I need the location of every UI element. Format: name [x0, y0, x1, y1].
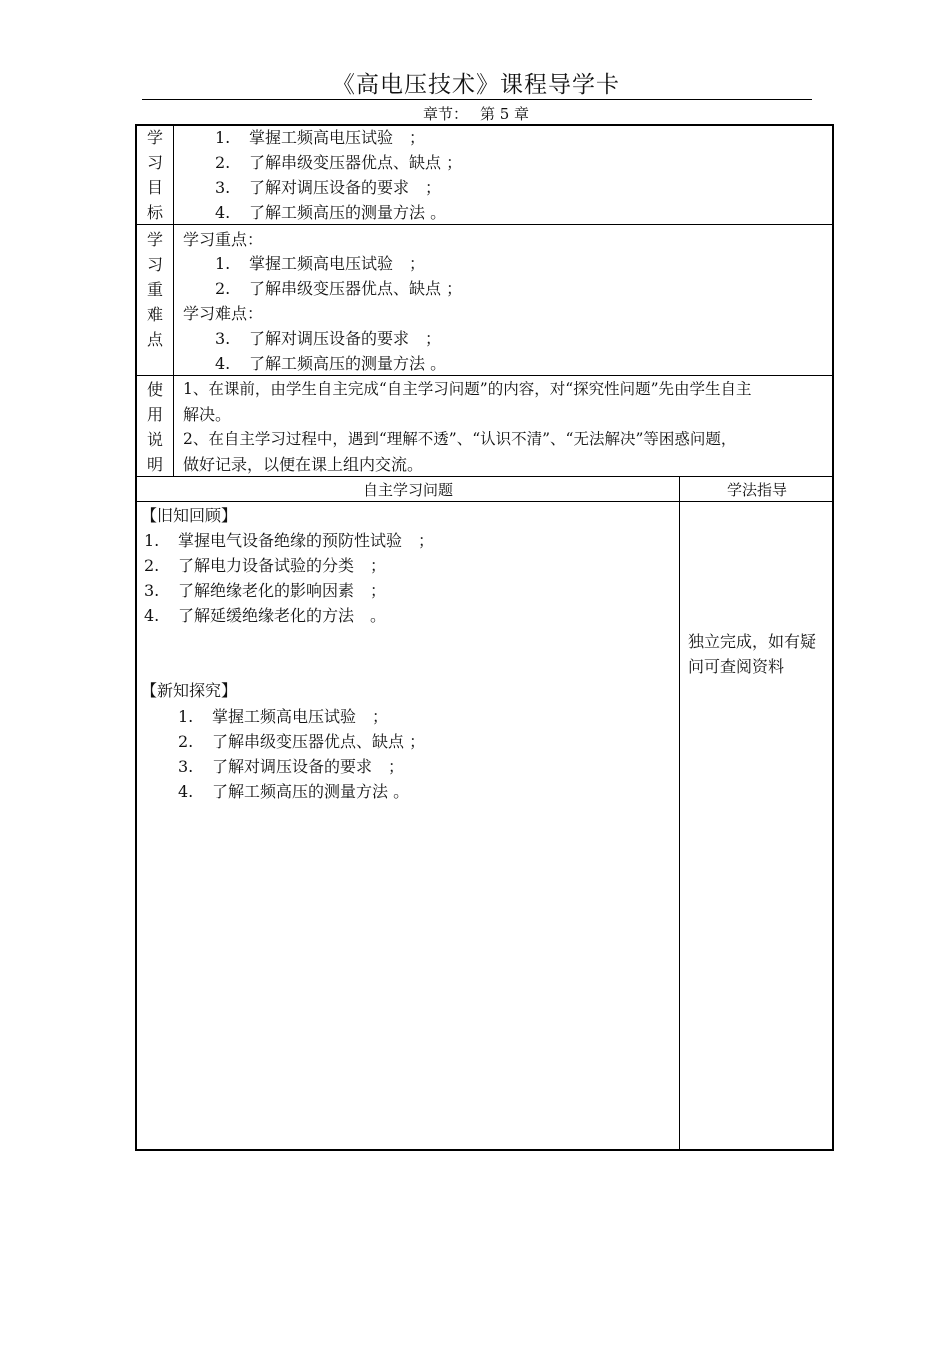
usage-label-char: 说 — [146, 430, 163, 449]
review-num: 1. — [144, 531, 160, 550]
goals-label — [137, 125, 173, 225]
explore-title: 【新知探究】 — [141, 681, 238, 700]
goal-text: 了解串级变压器优点、缺点 ； — [249, 153, 463, 172]
explore-item — [178, 704, 388, 729]
hard-point-text: 了解对调压设备的要求 ； — [249, 329, 442, 348]
goals-label-char: 习 — [146, 153, 163, 172]
hard-point-text: 了解工频高压的测量方法 。 — [249, 354, 447, 373]
goal-text: 了解对调压设备的要求 ； — [249, 178, 442, 197]
review-num: 4. — [144, 606, 160, 625]
column-header-guide: 学法指导 — [726, 481, 787, 499]
column-header-questions: 自主学习问题 — [362, 481, 453, 499]
goal-item — [215, 125, 425, 150]
goal-text: 掌握工频高电压试验 ； — [249, 128, 426, 147]
explore-item — [178, 729, 425, 754]
review-item — [144, 578, 386, 603]
hard-point-item — [215, 326, 441, 351]
hard-point-item — [215, 351, 446, 376]
usage-line: 解决。 — [183, 405, 232, 424]
focus-label-char: 学 — [146, 230, 163, 249]
goals-label-char: 学 — [146, 128, 163, 147]
usage-label-char: 用 — [146, 405, 163, 424]
goals-label-char: 标 — [146, 203, 163, 222]
focus-label-char: 难 — [146, 305, 163, 324]
focus-label — [137, 227, 173, 352]
goal-num: 4. — [215, 203, 231, 222]
explore-text: 掌握工频高电压试验 ； — [212, 707, 389, 726]
usage-line: 做好记录，以便在课上组内交流。 — [183, 455, 424, 474]
usage-label-char: 明 — [146, 455, 163, 474]
review-num: 3. — [144, 581, 160, 600]
chapter-value: 第 5 章 — [479, 105, 530, 123]
review-title: 【旧知回顾】 — [141, 506, 238, 525]
key-point-text: 了解串级变压器优点、缺点 ； — [249, 279, 463, 298]
usage-label-char: 使 — [146, 380, 163, 399]
goal-item — [215, 150, 462, 175]
explore-text: 了解工频高压的测量方法 。 — [212, 782, 410, 801]
focus-label-char: 习 — [146, 255, 163, 274]
title-underline — [142, 99, 812, 100]
key-point-num: 1. — [215, 254, 231, 273]
review-num: 2. — [144, 556, 160, 575]
hard-point-num: 3. — [215, 329, 231, 348]
explore-num: 2. — [178, 732, 194, 751]
key-points-title: 学习重点： — [183, 230, 264, 249]
goal-num: 1. — [215, 128, 231, 147]
goal-item — [215, 200, 446, 225]
review-text: 掌握电气设备绝缘的预防性试验 ； — [178, 531, 435, 550]
explore-item — [178, 754, 404, 779]
review-text: 了解绝缘老化的影响因素 ； — [178, 581, 387, 600]
key-point-item — [215, 251, 425, 276]
explore-text: 了解串级变压器优点、缺点 ； — [212, 732, 426, 751]
review-item — [144, 528, 434, 553]
usage-line: 2、在自主学习过程中，遇到“理解不透”、“认识不清”、“无法解决”等困惑问题， — [183, 430, 737, 448]
review-text: 了解延缓绝缘老化的方法 。 — [178, 606, 387, 625]
hard-point-num: 4. — [215, 354, 231, 373]
explore-num: 4. — [178, 782, 194, 801]
focus-label-char: 点 — [146, 330, 163, 349]
key-point-text: 掌握工频高电压试验 ； — [249, 254, 426, 273]
chapter-line — [0, 103, 952, 124]
focus-label-char: 重 — [146, 280, 163, 299]
review-item — [144, 553, 386, 578]
goal-num: 3. — [215, 178, 231, 197]
goal-text: 了解工频高压的测量方法 。 — [249, 203, 447, 222]
goal-num: 2. — [215, 153, 231, 172]
goal-item — [215, 175, 441, 200]
explore-num: 1. — [178, 707, 194, 726]
chapter-label: 章节： — [422, 105, 468, 123]
page-title: 《高电压技术》课程导学卡 — [332, 72, 620, 98]
hard-points-title: 学习难点： — [183, 304, 264, 323]
usage-line: 1、在课前，由学生自主完成“自主学习问题”的内容，对“探究性问题”先由学生自主 — [183, 380, 752, 398]
usage-label — [137, 377, 173, 477]
explore-text: 了解对调压设备的要求 ； — [212, 757, 405, 776]
explore-num: 3. — [178, 757, 194, 776]
review-text: 了解电力设备试验的分类 ； — [178, 556, 387, 575]
guide-note-line: 独立完成，如有疑 — [688, 632, 817, 651]
key-point-item — [215, 276, 462, 301]
label-column-divider — [173, 124, 174, 476]
guide-note-line: 问可查阅资料 — [688, 657, 785, 676]
guide-column-divider — [679, 476, 680, 1151]
review-item — [144, 603, 386, 628]
key-point-num: 2. — [215, 279, 231, 298]
goals-label-char: 目 — [146, 178, 163, 197]
explore-item — [178, 779, 409, 804]
